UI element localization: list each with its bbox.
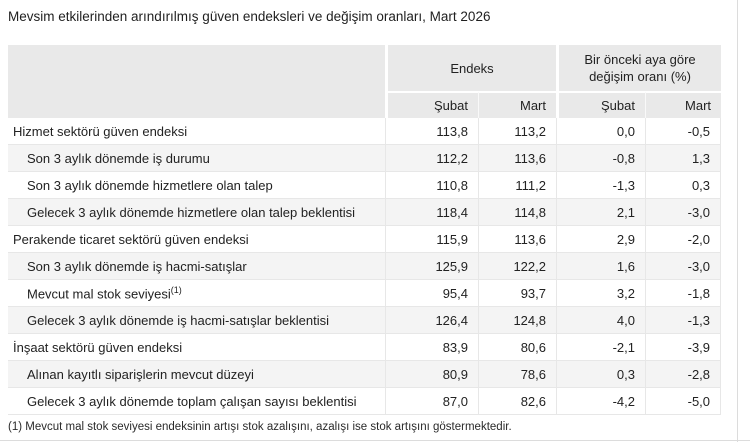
change-mart-value: -1,3	[645, 307, 721, 334]
table-row	[8, 361, 721, 388]
row-label: Son 3 aylık dönemde iş hacmi-satışlar	[8, 253, 385, 280]
endeks-mart-value: 114,8	[478, 199, 556, 226]
table-row	[8, 253, 721, 280]
endeks-subat-value: 115,9	[385, 226, 478, 253]
footnote-marker: (1)	[170, 284, 182, 295]
endeks-mart-value: 124,8	[478, 307, 556, 334]
endeks-subat-value: 87,0	[385, 388, 478, 415]
endeks-mart-value: 113,6	[478, 145, 556, 172]
table-row	[8, 118, 721, 145]
col-header-change-mart: Mart	[645, 91, 721, 118]
page-title: Mevsim etkilerinden arındırılmış güven endeksleri ve değişim oranları, Mart 2026	[8, 9, 491, 24]
change-mart-value: -0,5	[645, 118, 721, 145]
row-label: Alınan kayıtlı siparişlerin mevcut düzeyi	[8, 361, 385, 388]
row-label: Perakende ticaret sektörü güven endeksi	[8, 226, 385, 253]
change-mart-value: -2,8	[645, 361, 721, 388]
change-mart-value: -1,8	[645, 280, 721, 307]
row-label	[8, 280, 385, 307]
change-mart-value: -3,0	[645, 253, 721, 280]
row-label: Son 3 aylık dönemde hizmetlere olan talep	[8, 172, 385, 199]
confidence-index-table	[8, 45, 721, 415]
endeks-mart-value: 113,6	[478, 226, 556, 253]
endeks-subat-value: 112,2	[385, 145, 478, 172]
change-subat-value: 3,2	[556, 280, 645, 307]
endeks-subat-value: 125,9	[385, 253, 478, 280]
row-label: Hizmet sektörü güven endeksi	[8, 118, 385, 145]
row-label: Gelecek 3 aylık dönemde toplam çalışan sayısı beklentisi	[8, 388, 385, 415]
group-header-row	[8, 45, 721, 91]
change-subat-value: 4,0	[556, 307, 645, 334]
endeks-subat-value: 126,4	[385, 307, 478, 334]
table-body	[8, 118, 721, 415]
change-subat-value: 1,6	[556, 253, 645, 280]
col-header-endeks-mart: Mart	[478, 91, 556, 118]
table-row	[8, 172, 721, 199]
change-mart-value: 0,3	[645, 172, 721, 199]
endeks-mart-value: 80,6	[478, 334, 556, 361]
table-row	[8, 334, 721, 361]
row-label-text: Mevcut mal stok seviyesi	[27, 286, 171, 302]
frame-right-border	[737, 0, 738, 442]
change-subat-value: -1,3	[556, 172, 645, 199]
endeks-mart-value: 122,2	[478, 253, 556, 280]
change-subat-value: -4,2	[556, 388, 645, 415]
endeks-subat-value: 80,9	[385, 361, 478, 388]
footnote: (1) Mevcut mal stok seviyesi endeksinin artışı stok azalışını, azalışı ise stok artışını göstermektedir.	[8, 421, 512, 433]
endeks-mart-value: 93,7	[478, 280, 556, 307]
row-label: Gelecek 3 aylık dönemde iş hacmi-satışlar beklentisi	[8, 307, 385, 334]
change-mart-value: -5,0	[645, 388, 721, 415]
endeks-mart-value: 111,2	[478, 172, 556, 199]
change-mart-value: -3,9	[645, 334, 721, 361]
change-subat-value: 2,1	[556, 199, 645, 226]
table-row	[8, 145, 721, 172]
change-mart-value: 1,3	[645, 145, 721, 172]
row-label: Son 3 aylık dönemde iş durumu	[8, 145, 385, 172]
change-subat-value: -0,8	[556, 145, 645, 172]
row-label: İnşaat sektörü güven endeksi	[8, 334, 385, 361]
col-header-endeks-subat: Şubat	[385, 91, 478, 118]
endeks-subat-value: 113,8	[385, 118, 478, 145]
endeks-mart-value: 113,2	[478, 118, 556, 145]
table-header	[8, 45, 721, 118]
endeks-mart-value: 78,6	[478, 361, 556, 388]
table-row	[8, 388, 721, 415]
table-row	[8, 226, 721, 253]
change-subat-value: 0,0	[556, 118, 645, 145]
endeks-subat-value: 110,8	[385, 172, 478, 199]
label-column-header	[8, 45, 385, 118]
change-subat-value: -2,1	[556, 334, 645, 361]
endeks-subat-value: 118,4	[385, 199, 478, 226]
change-mart-value: -2,0	[645, 226, 721, 253]
col-header-change-subat: Şubat	[556, 91, 645, 118]
change-mart-value: -3,0	[645, 199, 721, 226]
endeks-subat-value: 95,4	[385, 280, 478, 307]
endeks-mart-value: 82,6	[478, 388, 556, 415]
endeks-subat-value: 83,9	[385, 334, 478, 361]
table-row	[8, 280, 721, 307]
row-label: Gelecek 3 aylık dönemde hizmetlere olan talep beklentisi	[8, 199, 385, 226]
table-row	[8, 199, 721, 226]
change-group-header: Bir önceki aya göre değişim oranı (%)	[556, 45, 721, 91]
table-row	[8, 307, 721, 334]
change-subat-value: 0,3	[556, 361, 645, 388]
change-subat-value: 2,9	[556, 226, 645, 253]
frame-bottom-border	[0, 440, 750, 441]
endeks-group-header: Endeks	[385, 45, 556, 91]
